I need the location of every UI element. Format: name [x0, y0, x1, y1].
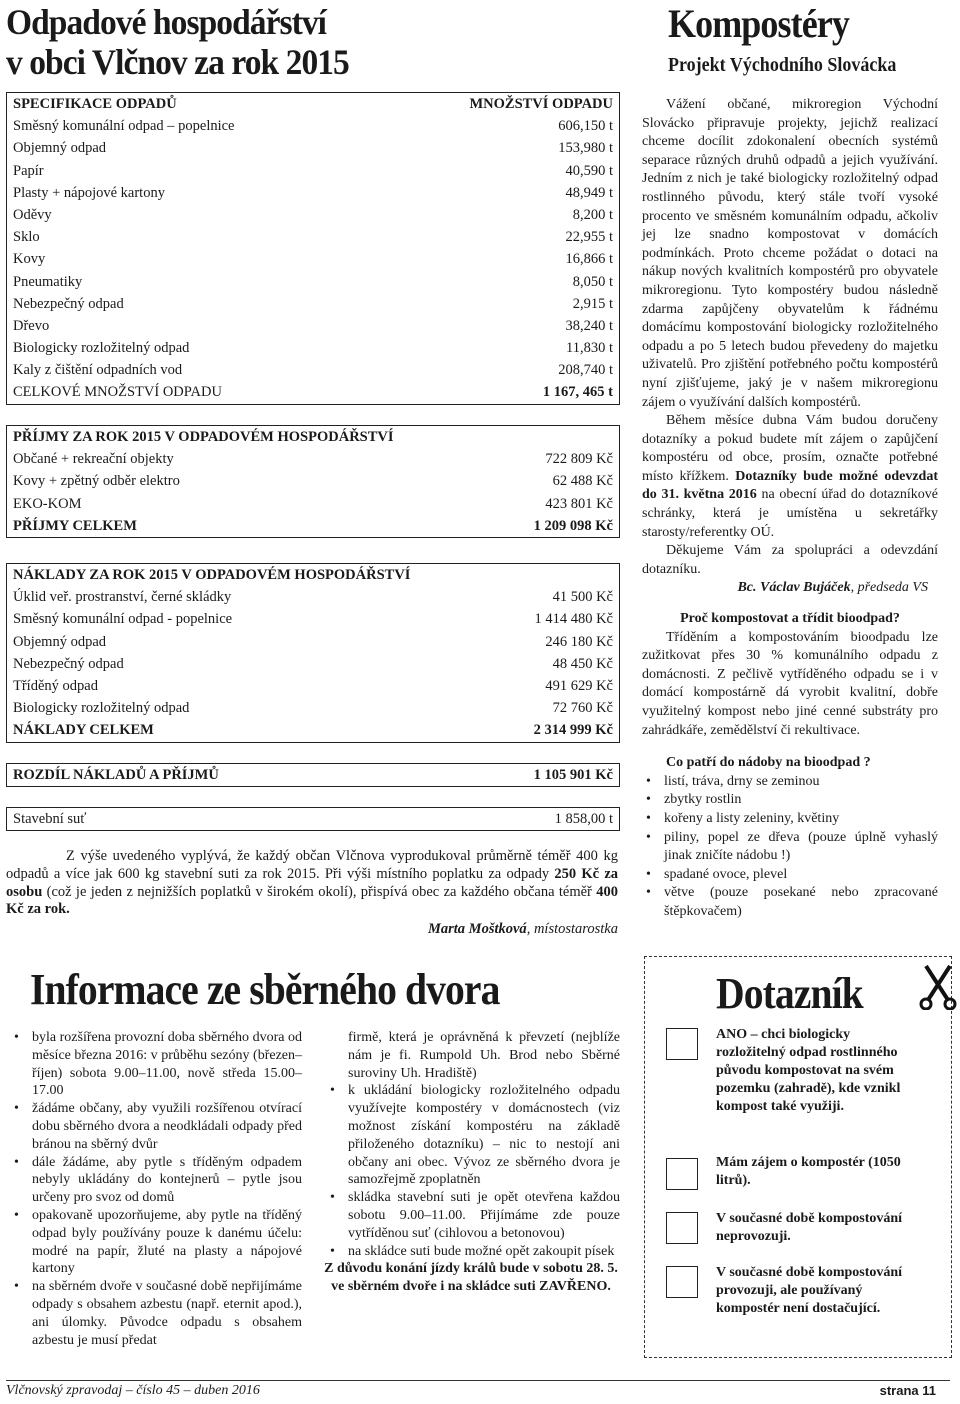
- table-row: [7, 160, 619, 182]
- row-value: 606,150 t: [558, 118, 613, 135]
- waste-table-header: SPECIFIKACE ODPADŮ MNOŽSTVÍ ODPADU: [13, 96, 613, 112]
- list-item: • na sběrném dvoře v současné době nepřijímáme odpady s obsahem azbestu (např. eternit apod.), ani úlomky. Původce odpadu s obsahem azbestu je musí předat: [6, 1278, 302, 1349]
- table-row: [7, 359, 619, 381]
- summary-signature: Marta Moštková, místostarostka: [427, 921, 618, 937]
- row-label: Tříděný odpad: [13, 677, 98, 694]
- row-value: 11,830 t: [566, 340, 613, 357]
- rubble-box: Stavební suť 1 858,00 t: [6, 807, 620, 831]
- income-table-header: PŘÍJMY ZA ROK 2015 V ODPADOVÉM HOSPODÁŘSTVÍ: [13, 429, 394, 445]
- row-label: Biologicky rozložitelný odpad: [13, 340, 190, 357]
- row-label: Nebezpečný odpad: [13, 295, 124, 312]
- row-label: Občané + rekreační objekty: [13, 451, 174, 468]
- belongs-list: [638, 773, 938, 922]
- list-item: • spadané ovoce, plevel: [638, 866, 938, 885]
- table-row: [7, 448, 619, 470]
- row-value: 208,740 t: [558, 362, 613, 379]
- row-label: Směsný komunální odpad – popelnice: [13, 118, 235, 135]
- list-item: • kořeny a listy zeleniny, květiny: [638, 810, 938, 829]
- cost-table-total: NÁKLADY CELKEM 2 314 999 Kč: [13, 722, 613, 739]
- row-value: 22,955 t: [565, 229, 613, 246]
- table-row: [7, 182, 619, 204]
- row-label: Sklo: [13, 229, 40, 246]
- income-table-total: PŘÍJMY CELKEM 1 209 098 Kč: [13, 517, 613, 534]
- list-item: • listí, tráva, drny se zeminou: [638, 773, 938, 792]
- dotaznik-option-4: V současné době kompostování provozuji, ale používaný kompostér není dostačující.: [716, 1265, 903, 1316]
- row-label: Úklid veř. prostranství, černé skládky: [13, 589, 232, 606]
- row-label: Objemný odpad: [13, 140, 107, 157]
- footer-rule: [6, 1380, 950, 1381]
- row-value: 2,915 t: [572, 295, 613, 312]
- table-row: [7, 204, 619, 226]
- kompostery-title: Kompostéry: [668, 1, 849, 46]
- list-item: • skládka stavební suti je opět otevřena každou sobotu 9.00–11.00. Přijímáme zde pouze vytříděnou suť (cihlovou a betonovou): [322, 1189, 620, 1242]
- row-value: 8,200 t: [572, 206, 613, 223]
- table-row: [7, 586, 619, 608]
- row-label: Kovy: [13, 251, 46, 268]
- row-value: 246 180 Kč: [545, 633, 613, 650]
- list-item: • dále žádáme, aby pytle s tříděným odpadem nebyly ukládány do kontejnerů – pytle jsou určeny pro svoz od domů: [6, 1154, 302, 1207]
- kompostery-intro-b: Během měsíce dubna Vám budou doručeny dotazníky a pokud budete mít zájem o zapůjčení kompostéru od obce, prosím, označte potřebné místo křížkem. Dotazníky bude možné odevzdat do 31. května 2016 na obecní úřad do dotazníkové schránky, která je umístěna u sekretářky starosty/referentky OÚ.: [642, 413, 939, 540]
- list-item: • byla rozšířena provozní doba sběrného dvora od měsíce března 2016: v průběhu sezóny (březen–říjen) sobota 9.00–11.00, nově středa 15.00–17.00: [6, 1029, 302, 1100]
- kompostery-intro-c: Děkujeme Vám za spolupráci a odevzdání dotazníku.: [642, 543, 938, 577]
- row-value: 491 629 Kč: [545, 677, 613, 694]
- table-row: [7, 653, 619, 675]
- table-row: [7, 115, 619, 137]
- table-row: [7, 248, 619, 270]
- list-item: • žádáme občany, aby využili rozšířenou otvírací dobu sběrného dvora a neodkládali odpady před bránou na sběrný dvůr: [6, 1100, 302, 1153]
- row-label: Kaly z čištění odpadních vod: [13, 362, 183, 379]
- row-label: Dřevo: [13, 317, 50, 334]
- table-row: [7, 697, 619, 719]
- table-row: [7, 315, 619, 337]
- table-row: [7, 271, 619, 293]
- kompostery-subtitle: Projekt Východního Slovácka: [668, 54, 897, 76]
- row-value: 153,980 t: [558, 140, 613, 157]
- list-item: • větve (pouze posekané nebo zpracované štěpkovačem): [638, 884, 938, 921]
- dotaznik-checkbox-4[interactable]: [666, 1266, 698, 1298]
- dotaznik-checkbox-1[interactable]: [666, 1028, 698, 1060]
- row-label: Kovy + zpětný odběr elektro: [13, 473, 180, 490]
- row-value: 48 450 Kč: [552, 655, 613, 672]
- row-value: 41 500 Kč: [552, 589, 613, 606]
- sberny-dvur-col2-lead: firmě, která je oprávněná k převzetí (nejblíže nám je fi. Rumpold Uh. Brod nebo Sběrné suroviny Uh. Hradiště): [348, 1030, 620, 1081]
- footer-left: Vlčnovský zpravodaj – číslo 45 – duben 2016: [6, 1383, 260, 1398]
- sberny-dvur-col2: [322, 1029, 620, 1296]
- list-item: • opakovaně upozorňujeme, aby pytle na tříděný odpad byly používány pouze k danému účelu: modré na papír, žluté na plasty a nápojové kartony: [6, 1207, 302, 1278]
- list-item: • zbytky rostlin: [638, 791, 938, 810]
- footer-right: strana 11: [879, 1383, 936, 1398]
- row-value: 72 760 Kč: [552, 700, 613, 717]
- sberny-dvur-col1: [6, 1029, 302, 1349]
- table-row: [7, 137, 619, 159]
- row-value: 8,050 t: [572, 273, 613, 290]
- row-value: 16,866 t: [565, 251, 613, 268]
- list-item: • k ukládání biologicky rozložitelného odpadu využívejte kompostéry v domácnostech (viz možnost získání kompostéru na základě přiloženého dotazníku) – nic to nestojí ani občany ani obec. Vývoz ze sběrného dvora je samozřejmě zpoplatněn: [322, 1082, 620, 1189]
- table-row: [7, 631, 619, 653]
- row-label: Oděvy: [13, 206, 52, 223]
- difference-box: ROZDÍL NÁKLADŮ A PŘÍJMŮ 1 105 901 Kč: [6, 763, 620, 787]
- main-title: [6, 4, 375, 80]
- table-row: [7, 337, 619, 359]
- main-title-line1: Odpadové hospodářství: [6, 2, 327, 42]
- table-row: [7, 608, 619, 630]
- income-table: [6, 425, 620, 538]
- row-label: Nebezpečný odpad: [13, 655, 124, 672]
- why-text: Tříděním a kompostováním bioodpadu lze zužitkovat přes 30 % komunálního odpadu z domácnosti. Z pečlivě vytříděného odpadu se i v domácí kompostárně dá vyrobit kvalitní, dobře využitelný kompost nebo jiné cenné substráty pro zahrádkáře, zemědělství či rekultivace.: [642, 629, 938, 738]
- kompostery-body: [642, 96, 938, 922]
- cost-table-header: NÁKLADY ZA ROK 2015 V ODPADOVÉM HOSPODÁŘSTVÍ: [13, 567, 411, 583]
- row-label: Plasty + nápojové kartony: [13, 184, 165, 201]
- table-row: [7, 493, 619, 515]
- dotaznik-title: Dotazník: [716, 969, 863, 1018]
- dotaznik-option-3: V současné době kompostování neprovozuji.: [716, 1211, 903, 1244]
- row-value: 48,949 t: [565, 184, 613, 201]
- dotaznik-option-1: ANO – chci biologicky rozložitelný odpad rostlinného původu kompostovat na svém pozemku (zahradě), kde vznikl kompost také využiji.: [716, 1027, 901, 1114]
- cost-table: [6, 563, 620, 743]
- row-value: 722 809 Kč: [545, 451, 613, 468]
- row-label: Pneumatiky: [13, 273, 83, 290]
- list-item: • piliny, popel ze dřeva (pouze úplně vyhaslý jinak zničíte nádobu !): [638, 829, 938, 866]
- row-label: Biologicky rozložitelný odpad: [13, 700, 190, 717]
- dotaznik-checkbox-2[interactable]: [666, 1158, 698, 1190]
- row-value: 62 488 Kč: [552, 473, 613, 490]
- kompostery-intro-a: Vážení občané, mikroregion Východní Slovácko připravuje projekty, jejichž realizací chceme docílit zdokonalení obecních systémů separace různých druhů odpadů a jejich využívání. Jedním z nich je také biologicky rozložitelný odpad rostlinného původu, který stále tvoří vysoké procento ve směsném komunálním odpadu, ačkoliv jej lze snadno kompostovat v domácích podmínkách. Proto chceme požádat o dotaci na nákup nových kvalitních kompostérů pro obyvatele mikroregionu. Tyto kompostéry budou následně zdarma zapůjčeny obyvatelům k řádnému domácímu kompostování biologicky rozložitelného odpadu a po 5 letech budou převedeny do majetku uživatelů. Pro zjištění potřebného počtu kompostérů nyní zjišťujeme, jaký je v našem mikroregionu zájem o využívání dalších kompostérů.: [642, 97, 938, 410]
- kompostery-signature: Bc. Václav Bujáček, předseda VS: [737, 580, 928, 596]
- row-label: Papír: [13, 162, 44, 179]
- table-row: [7, 470, 619, 492]
- waste-table: [6, 92, 620, 405]
- row-label: Objemný odpad: [13, 633, 107, 650]
- scissors-icon: [918, 962, 958, 1010]
- summary-text: Z výše uvedeného vyplývá, že každý občan Vlčnova vyprodukoval průměrně téměř 400 kg odpadů a více jak 600 kg stavební suti za rok 2015. Při výši místního poplatku za odpady 250 Kč za osobu (což je jeden z nejnižších poplatků v širokém okolí), přispívá obec za každého občana téměř 400 Kč za rok.: [6, 848, 618, 918]
- sberny-dvur-title: Informace ze sběrného dvora: [30, 965, 500, 1014]
- row-value: 40,590 t: [565, 162, 613, 179]
- table-row: [7, 293, 619, 315]
- waste-table-total: CELKOVÉ MNOŽSTVÍ ODPADU 1 167, 465 t: [13, 384, 613, 401]
- table-row: [7, 675, 619, 697]
- list-item: • na skládce suti bude možné opět zakoupit písek: [322, 1243, 620, 1261]
- row-value: 1 414 480 Kč: [534, 611, 613, 628]
- row-label: Směsný komunální odpad - popelnice: [13, 611, 233, 628]
- table-row: [7, 226, 619, 248]
- row-value: 423 801 Kč: [545, 495, 613, 512]
- dotaznik-option-2: Mám zájem o kompostér (1050 litrů).: [716, 1155, 901, 1188]
- main-title-line2: v obci Vlčnov za rok 2015: [6, 42, 349, 82]
- row-label: EKO-KOM: [13, 495, 82, 512]
- dotaznik-checkbox-3[interactable]: [666, 1212, 698, 1244]
- sberny-dvur-closing: Z důvodu konání jízdy králů bude v sobotu 28. 5. ve sběrném dvoře i na skládce suti ZAVŘENO.: [324, 1261, 618, 1295]
- belongs-title: Co patří do nádoby na bioodpad ?: [666, 755, 871, 771]
- row-value: 38,240 t: [565, 317, 613, 334]
- why-title: Proč kompostovat a třídit bioodpad?: [680, 611, 900, 627]
